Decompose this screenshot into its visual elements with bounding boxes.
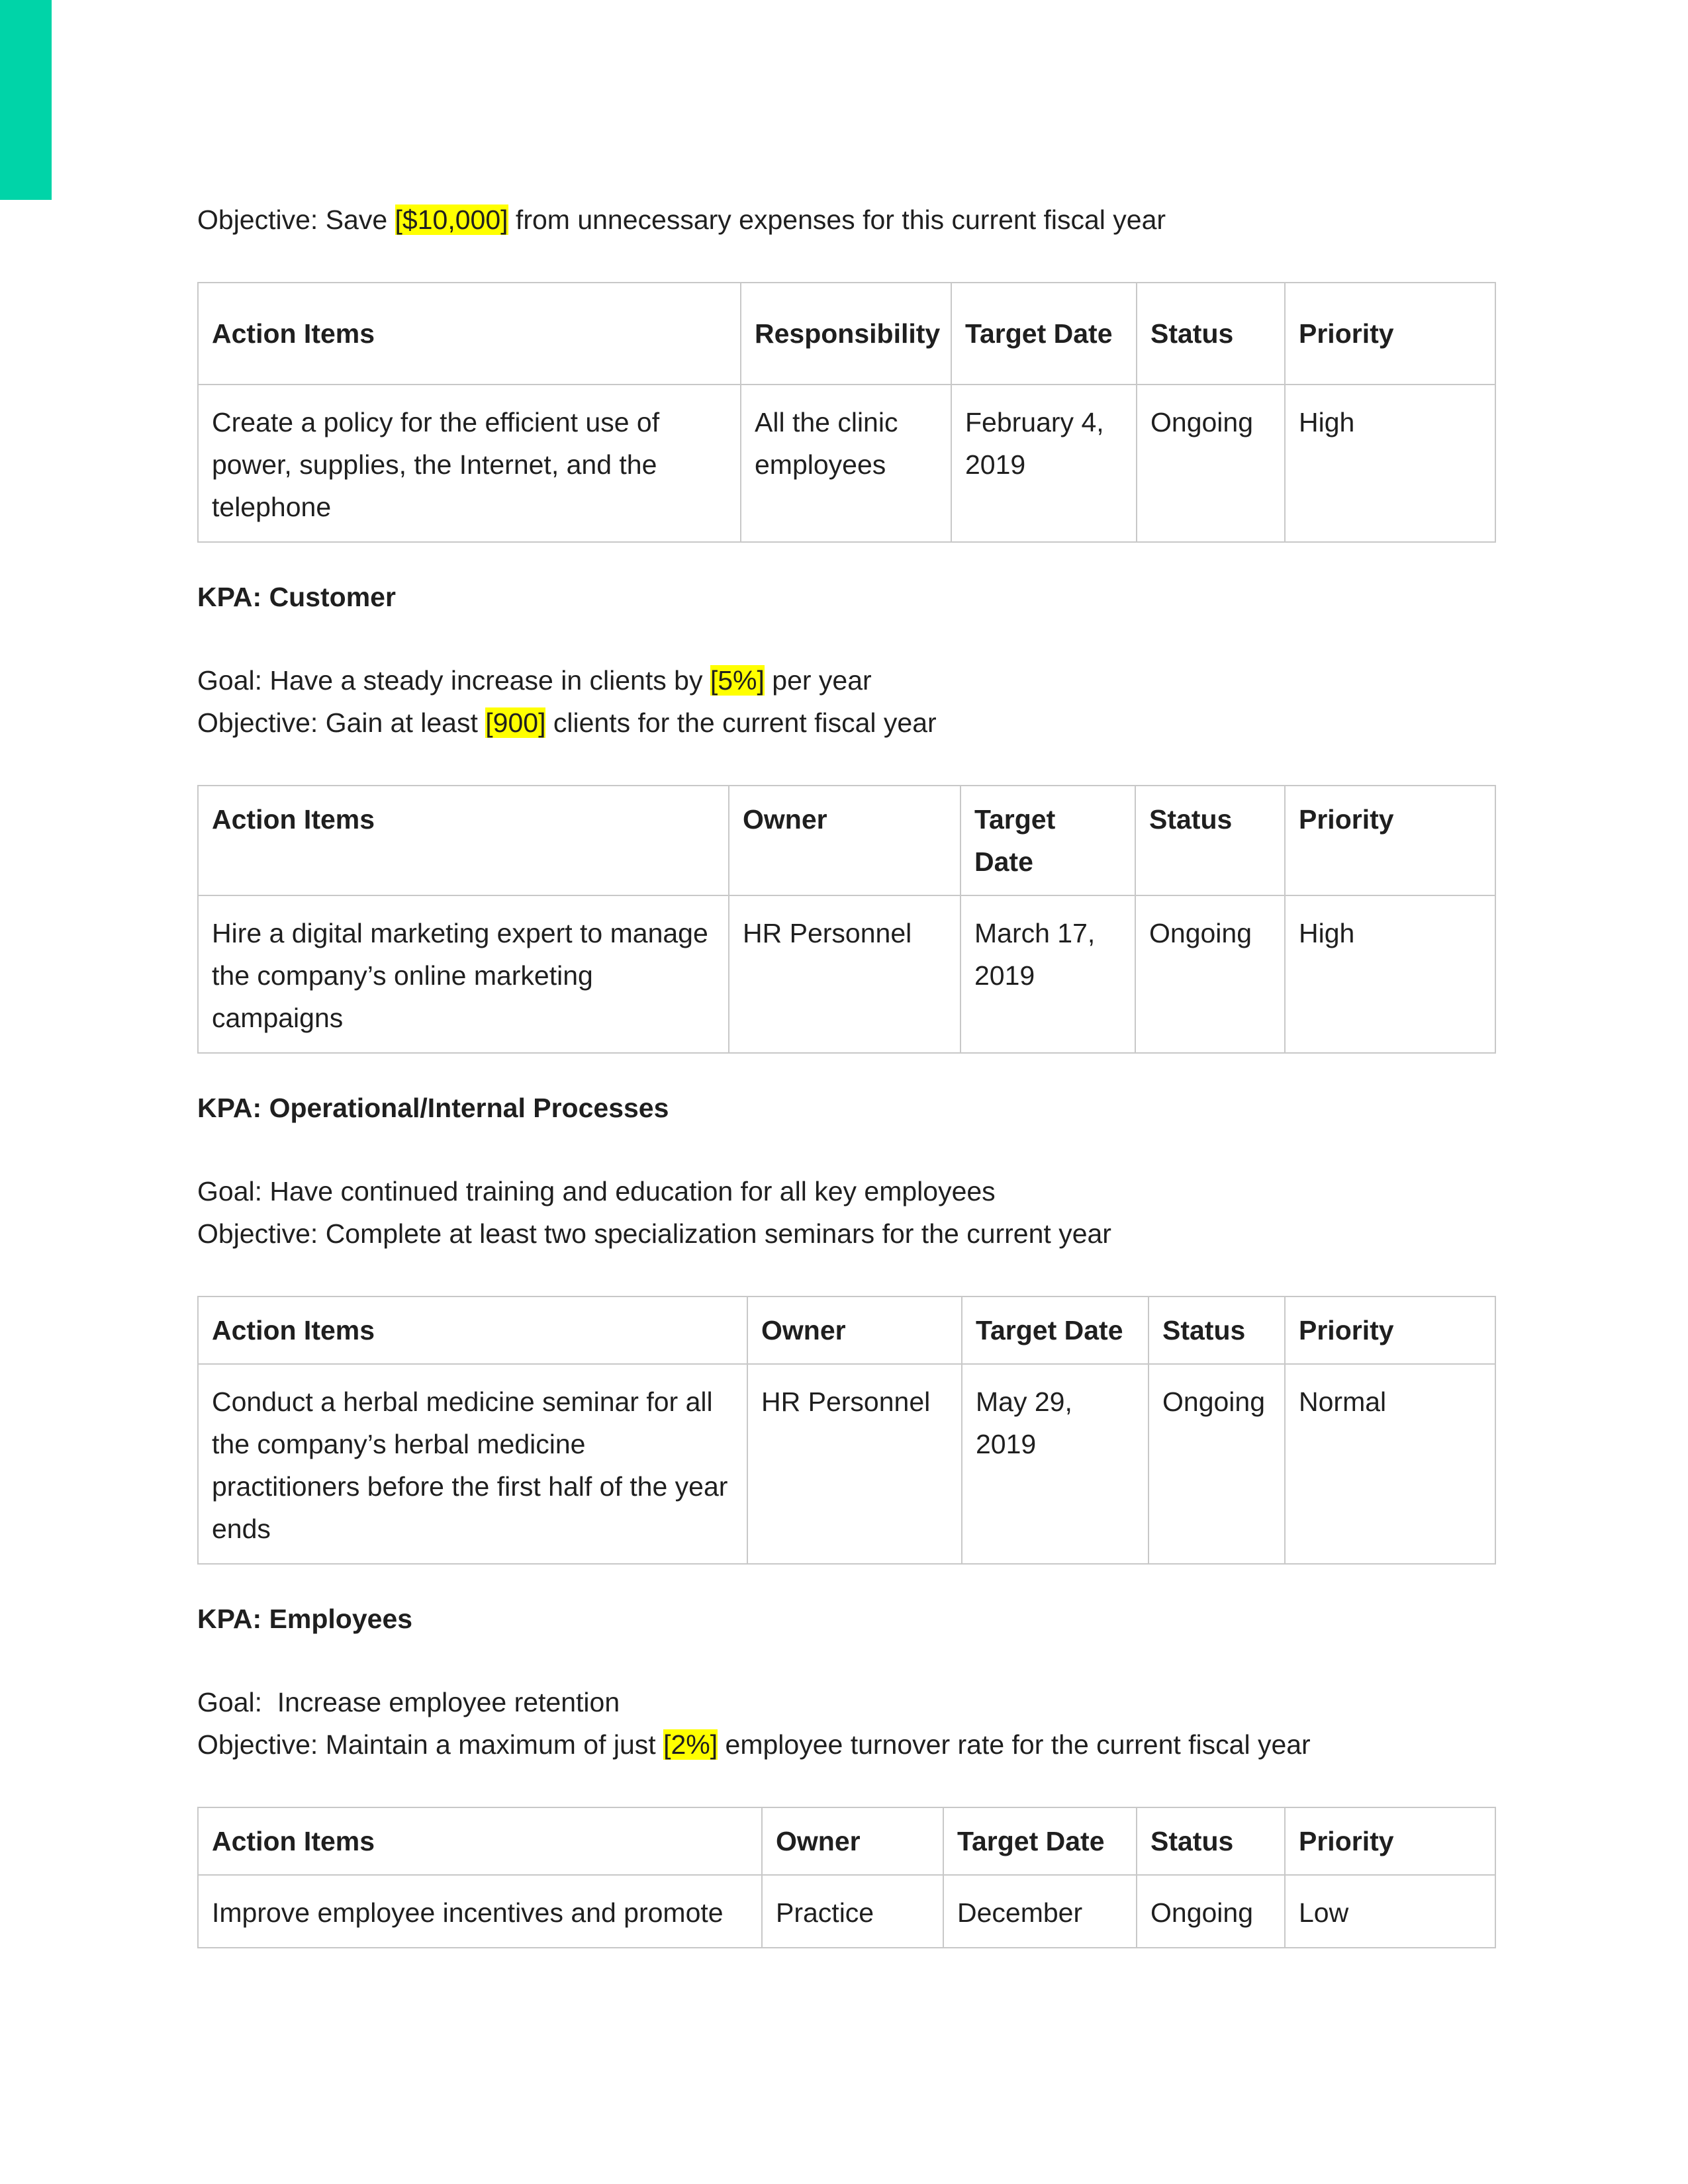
table-header-cell: Priority bbox=[1285, 786, 1495, 895]
table-header-cell: Action Items bbox=[198, 283, 741, 385]
action-table-1 bbox=[197, 282, 1496, 543]
table-header-cell: Target Date bbox=[962, 1297, 1149, 1364]
table-cell: Practice bbox=[762, 1875, 943, 1948]
table-header-cell: Owner bbox=[762, 1807, 943, 1875]
table-cell: Ongoing bbox=[1137, 1875, 1285, 1948]
table-header-cell: Action Items bbox=[198, 1807, 762, 1875]
action-table-2 bbox=[197, 785, 1496, 1054]
table-header-cell: Status bbox=[1135, 786, 1285, 895]
table-cell: High bbox=[1285, 895, 1495, 1053]
table-row bbox=[198, 1875, 1495, 1948]
table-cell: February 4, 2019 bbox=[951, 385, 1137, 542]
kpa-heading: KPA: Customer bbox=[197, 582, 396, 612]
table-header-cell: Owner bbox=[747, 1297, 962, 1364]
goal-line: Goal: Have a steady increase in clients by [5%] per year bbox=[197, 665, 872, 696]
table-header-cell: Target Date bbox=[961, 786, 1135, 895]
kpa-heading: KPA: Operational/Internal Processes bbox=[197, 1093, 669, 1123]
action-table-3 bbox=[197, 1296, 1496, 1565]
highlighted-value: [900] bbox=[485, 707, 546, 738]
table-header-cell: Priority bbox=[1285, 1807, 1495, 1875]
table-row bbox=[198, 385, 1495, 542]
table-cell: Ongoing bbox=[1137, 385, 1285, 542]
table-cell: Ongoing bbox=[1149, 1364, 1285, 1564]
table-cell: May 29, 2019 bbox=[962, 1364, 1149, 1564]
table-row bbox=[198, 1364, 1495, 1564]
highlighted-value: [5%] bbox=[710, 665, 765, 696]
table-header-cell: Owner bbox=[729, 786, 961, 895]
table-cell: Create a policy for the efficient use of power, supplies, the Internet, and the telephone bbox=[198, 385, 741, 542]
table-header-cell: Priority bbox=[1285, 1297, 1495, 1364]
accent-bar bbox=[0, 0, 52, 200]
table-header-row bbox=[198, 786, 1495, 895]
document-body bbox=[197, 199, 1495, 1948]
objective-line: Objective: Gain at least [900] clients for the current fiscal year bbox=[197, 707, 937, 738]
kpa-heading: KPA: Employees bbox=[197, 1604, 413, 1634]
table-cell: Ongoing bbox=[1135, 895, 1285, 1053]
table-cell: High bbox=[1285, 385, 1495, 542]
goal-line: Goal: Have continued training and education for all key employees bbox=[197, 1176, 996, 1206]
table-cell: December bbox=[943, 1875, 1137, 1948]
table-cell: HR Personnel bbox=[747, 1364, 962, 1564]
goal-line: Goal: Increase employee retention bbox=[197, 1687, 620, 1717]
table-header-cell: Action Items bbox=[198, 786, 729, 895]
table-cell: Low bbox=[1285, 1875, 1495, 1948]
highlighted-value: [$10,000] bbox=[395, 205, 508, 235]
table-cell: Improve employee incentives and promote bbox=[198, 1875, 762, 1948]
table-header-cell: Status bbox=[1137, 1807, 1285, 1875]
table-header-cell: Status bbox=[1149, 1297, 1285, 1364]
table-header-cell: Target Date bbox=[943, 1807, 1137, 1875]
table-header-row bbox=[198, 1807, 1495, 1875]
table-header-cell: Target Date bbox=[951, 283, 1137, 385]
table-header-cell: Responsibility bbox=[741, 283, 951, 385]
highlighted-value: [2%] bbox=[663, 1729, 718, 1760]
objective-line: Objective: Complete at least two specialization seminars for the current year bbox=[197, 1218, 1111, 1249]
objective-line: Objective: Maintain a maximum of just [2%] employee turnover rate for the current fiscal year bbox=[197, 1729, 1311, 1760]
table-row bbox=[198, 895, 1495, 1053]
objective-line: Objective: Save [$10,000] from unnecessary expenses for this current fiscal year bbox=[197, 205, 1166, 235]
table-header-cell: Priority bbox=[1285, 283, 1495, 385]
table-cell: Hire a digital marketing expert to manage the company’s online marketing campaigns bbox=[198, 895, 729, 1053]
table-cell: All the clinic employees bbox=[741, 385, 951, 542]
table-header-cell: Action Items bbox=[198, 1297, 747, 1364]
table-cell: Normal bbox=[1285, 1364, 1495, 1564]
table-header-row bbox=[198, 1297, 1495, 1364]
action-table-4 bbox=[197, 1807, 1496, 1948]
table-cell: Conduct a herbal medicine seminar for all the company’s herbal medicine practitioners before the first half of the year ends bbox=[198, 1364, 747, 1564]
table-cell: HR Personnel bbox=[729, 895, 961, 1053]
table-header-cell: Status bbox=[1137, 283, 1285, 385]
table-cell: March 17, 2019 bbox=[961, 895, 1135, 1053]
table-header-row bbox=[198, 283, 1495, 385]
